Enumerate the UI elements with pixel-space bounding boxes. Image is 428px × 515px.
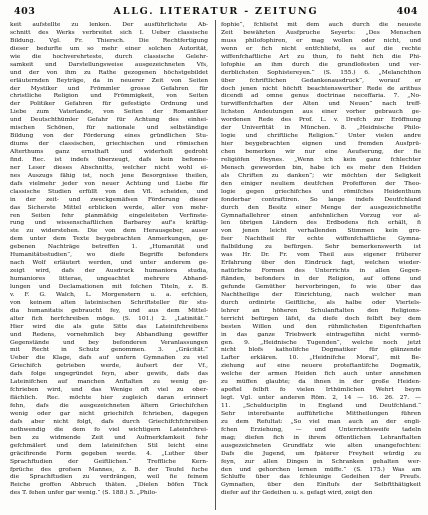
page-number-left: 403 <box>14 6 36 17</box>
text-line: dem unter dem Texte beygebrachten Anmerkungen, ge- <box>10 236 208 243</box>
text-line: legt. Vgl. unter anderen Röm. 2, 14 — 16. 26. 27. — <box>221 395 421 402</box>
text-line: dafs folge ungegründet feyn, aber gewifs, dafs das <box>10 371 208 378</box>
text-line: der Mystiker und Frömmler grosse Gefahren für <box>10 85 208 92</box>
text-line: durch ordinirte Geiftliche, als halbe oder Viertels- <box>221 299 421 306</box>
text-line: apoftel felbft fo vielen Irthümlichen Wehrt beym <box>221 387 421 394</box>
text-line: Gymnafiallehrer einen anfehnlichen Vorzug vor al- <box>221 212 421 219</box>
text-line: humaniores litterae, ungeachtet mehrere Abhand- <box>10 276 208 282</box>
text-line: dia humanitatis gebraucht fey, und aus dem Mittel- <box>10 307 208 314</box>
text-line: classische Studien erfüllt von den Vfl. scheiden, und <box>10 188 208 195</box>
text-line: lehrer an höheren Schulanftalten den Religions- <box>221 307 421 314</box>
text-line: Sprachftudien der Geiftlichen.“ Treffliche Kern- <box>10 458 208 465</box>
text-line: diums der classischen, griechischen und römischen <box>10 141 208 148</box>
text-line: das Sicherste Mittel erblicken werde, aller von mehr- <box>10 204 208 211</box>
text-line: in das ganze Triebwerk eintragefiihn nicht vermö- <box>221 331 421 338</box>
text-line: der Politiker Gefahren für gefestigte Ordnung und <box>10 101 208 108</box>
text-line: Griechifch getrieben werde, äufsert der Vf., <box>10 363 208 370</box>
text-line: gefchmälert und dem lateinifchen Stil leicht eine <box>10 442 208 449</box>
text-line: gen. 9. „Heidnische Tugenden“, welche noch jetzt <box>221 339 421 346</box>
text-line: fophie“, fchliefst mit dem auch durch die neueste <box>221 22 421 28</box>
text-line: muss philofophiren, er mag wollen oder nicht, und <box>221 37 421 44</box>
text-line: als Chriften zu danken“; wir möchten der Seligkeit <box>221 172 421 179</box>
text-line: Nachtheilige der Einrichtung, nach welcher man <box>221 291 421 298</box>
text-line: lofophie an ihm durch die grundlofesten und ver- <box>221 61 421 68</box>
running-header <box>14 4 418 20</box>
text-line: was Hr. Dr. Fr. vom Theil aus eigener früherer <box>221 252 421 259</box>
text-line: mischen Schönen, für nationale und selbständige <box>10 125 208 132</box>
text-line: dicendi ad omne genus doctrinae neceffaria. 7. „No- <box>221 93 421 100</box>
text-line: ner Leser dieses Abschnitts, welcher nicht wohl ei- <box>10 164 208 171</box>
text-line: religiöfen Heynes. „Wenn ich kein ganz fchlechter <box>221 156 421 163</box>
text-line: fprüche des grofsen Mannes, z. B. der Teufel fuche <box>10 466 208 473</box>
text-line: Lafter erklären. 10. „Heidnifche Moral“, mit Be- <box>221 355 421 362</box>
column-divider <box>215 20 216 510</box>
text-line: ausgezeichneten Grundfatz wie alten unangefochten: <box>221 442 421 449</box>
text-line: Bildung. Vgl. Fr. Thiersch. Die Rechtfertigung <box>10 37 208 44</box>
text-line: gefunde Gemüther hervorbringen, fo wie über das <box>221 283 421 290</box>
text-line: Dafs die Jugend, um fpäterer Freyheit würdig zu <box>221 450 421 457</box>
text-line: nicht blofs katholifche Dogmatiker für glänzende <box>221 347 421 354</box>
text-line: nach Wolf erläutert werden, und unter anderem ge- <box>10 260 208 267</box>
text-line: samkeit und Darstellungsweise ausgezeichneten Vfs, <box>10 61 208 68</box>
text-line: schnitt des Werks verbreitet sich I. Ueber classische <box>10 29 208 36</box>
left-text-column <box>10 22 208 498</box>
text-line: natürliche Formen des Unterrichts in allen Gegen- <box>221 268 421 275</box>
text-line: len übrigen Ländern des Erdbodens fich erhält, fi <box>221 220 421 227</box>
text-line: Erfahrung über den Eindruck fagt, welchen wieder- <box>221 260 421 267</box>
text-line: mit Recht in Schutz genommen. 3. „Gräcität.“ <box>10 347 208 354</box>
text-line: Gymnafien, über den Einflufs der Selbftthätigkeit <box>221 482 421 489</box>
text-line: Bildung von der Förderung eines gründlichen Stu- <box>10 133 208 140</box>
text-line: mag; diefen fich in ihrem öffentlichen Lehranftalten <box>221 434 421 441</box>
text-line: und der von ihm zu Rathe gezogenen höchstgebildet <box>10 69 208 76</box>
text-line: logie gegen griechifches und römifches Heidenthum <box>221 188 421 195</box>
page-number-right: 404 <box>396 6 418 17</box>
text-line: zeigt wird, dafs der Ausdruck humaniora studia, <box>10 268 208 275</box>
text-line: Zeit bewährten Ausfpruche Seyerts: „Des Menschen <box>221 29 421 36</box>
text-line: ste zu widerstehen. Die von dem Herausgeber, auser <box>10 228 208 235</box>
text-line: Mensch gewworden bin, habe ich es mehr den Heiden <box>221 164 421 171</box>
text-line: ren Seiten fehr planmäfsig eingeleiteten Verfinste- <box>10 212 208 219</box>
text-line: welche der armen Heiden fich auch unter annehmen <box>221 371 421 378</box>
text-line: find. Rec. ist indefs überzeugt, dafs kein befonne- <box>10 156 208 163</box>
text-line: fchen Erziehung, — und Unterrichtsweife tadeln <box>221 426 421 433</box>
text-line: Reiche groffen Abbruch thäten. „Dielen böfen Tück <box>10 482 208 489</box>
text-line: von jenen leicht verhallenden Stimmen kein gro- <box>221 228 421 235</box>
text-line: Sehr interefsante aufführliche Mittheilungen führen <box>221 410 421 417</box>
text-line: keit aufstellte zu lenken. Der ausführlichste Ab- <box>10 22 208 28</box>
text-line: Gegenstände und bey befonderen Veranlassungen <box>10 339 208 346</box>
text-line: fchrieben wird, und das Wenige oft viel zu ober- <box>10 387 208 394</box>
text-line: den und gehorchen lernen müffe.“ (S. 175.) Was am <box>221 466 421 473</box>
text-line: lungen und Declamationen mit folchen Titeln, z. B. <box>10 283 208 290</box>
text-line: über fchriftlichen Gedankenausdruck“, worauf er <box>221 77 421 84</box>
text-line: die Sprachftudien zu verdrängen, weil fie feinem <box>10 474 208 481</box>
text-line: Alterthums ganz ernsthaft und widerholt gedroht <box>10 149 208 155</box>
text-line: christliche Religion und Frömmigkeit, von Seiten <box>10 93 208 100</box>
text-line: Liebe zum Vaterlande, von Seiten der Romantiker <box>10 109 208 116</box>
text-line: v. F. G. Walch, L. Morgenstern u. a. erfchien, <box>10 291 208 298</box>
text-line: zu dem Refultat: „So viel man auch an der engli- <box>221 418 421 425</box>
text-line: rung und wissenschaftlichen Barbarey auf's kräftig- <box>10 220 208 227</box>
text-line: Humanitätsstudien“, wo diefe Begriffe befonders <box>10 252 208 259</box>
text-line: ftänden, befonders in der Religion, auf offene und <box>221 276 421 282</box>
text-line: dafs vielmehr jeder von neuer Achtung und Liebe für <box>10 180 208 187</box>
text-line: lichsten Andeutungen aus einer vorher gebrauch ge- <box>221 109 421 116</box>
text-line: erläuternden Beyträge, da in neuerer Zeit von Seiten <box>10 77 208 84</box>
text-line: der Univerfität in München. 8. „Heidnische Philo- <box>221 125 421 132</box>
text-line: Ueber die Klage, dafs auf unfern Gymnafien zu viel <box>10 355 208 362</box>
text-line: zu müffen glaubte; da ihnen in der große Heiden- <box>221 379 421 386</box>
text-line: nes Auszugs fähig ist, noch jene Besorgnisse theilen, <box>10 172 208 179</box>
text-line: logie und chriftliche Religion.“ Unter vielen andre <box>221 133 421 140</box>
text-line: dieser bedurfte um so mehr einer solchen Autorität, <box>10 45 208 52</box>
text-line: des T. fehen unfer gar wenig.“ (S. 188.) 5. „Philo- <box>10 490 157 497</box>
text-line: Schluffe über das fchleunige Gedeihen der Preufs. <box>221 474 421 481</box>
text-line: den einiger neuliem deutfchen Profefforen der Theo- <box>221 180 421 187</box>
text-line: chen bemerken wir nur eine Aeufserung, der fie <box>221 149 421 155</box>
text-line: wiffenfchaftliche Art zu thun, fo fieht fich die Phi- <box>221 53 421 60</box>
text-line: gebenen Nachträge betreffen 1. „Humanität und <box>10 244 208 251</box>
right-text-column <box>221 22 421 498</box>
text-line: besten Willen und den rühmlichsten Eigenfchaften <box>221 323 421 330</box>
text-line: turwiffenfchaften der Alten und Neuen“ nach treff- <box>221 101 421 108</box>
text-line: terricht befürgen läfst, da diefe doch felbft bey dem <box>221 315 421 322</box>
text-line: wenn er fich nicht entfchliefst, es auf die rechte <box>221 45 421 52</box>
text-line: flächlich. Rec. möchte hier zugleich daran erinnert <box>10 395 208 402</box>
text-line: und Deutschthümler Gefahr für Achtung des einhei- <box>10 117 208 124</box>
text-line: durch den Besitz einer Menge der ausgezeichnetfte <box>221 204 421 211</box>
text-line: gräcifirende Form gegeben werde. 4. „Luther über <box>10 450 208 457</box>
text-line: fonderbar contraftiren. So lange indefs Deutfchland <box>221 196 421 203</box>
text-line: ben zu widmende Zeit und Aufmerkfamkeit fehr <box>10 434 208 441</box>
text-line: nothwendig die dem fo viel wichtigern Lateinfchrei- <box>10 426 208 433</box>
text-line: fialbildung zu befürgen. Sehr bemerkenswerth ist <box>221 244 421 251</box>
text-line: und Redens, vornehmlich bey Abhandlung gewiffer <box>10 331 208 338</box>
text-line: Lateinifchen auf manchen Anftalten zu wenig ge- <box>10 379 208 386</box>
text-line: 11. „Schulduciplin in England und Deutfchland.“ <box>221 403 421 409</box>
text-line: doch jenen nicht höchft beachtenswerther Rede de arithus <box>221 85 421 92</box>
text-line: dafs aber nicht folgt, dafs durch Griechifchfchreiben <box>10 418 208 425</box>
text-line: ziehung auf eine neuere proteftantifche Dogmatik, <box>221 363 421 370</box>
text-line: alter fich herfchreiben möge. (S. 101.) 2. „Latinität.“ <box>10 315 208 322</box>
text-line: wie die hochverehrteste, durch classische Gelehr- <box>10 53 208 60</box>
text-line: fehn, dafs die ausgezeichneten ältern Griechifchen <box>10 403 208 409</box>
text-line: hier beygebrachten eignen und fremden Ausfprü- <box>221 141 421 148</box>
text-line: fser Nachtheil für echte wiffenfchaftliche Gymna- <box>221 236 421 243</box>
text-line: diefer auf ihr Gedeihen u. s. gefagt wird, zeigt den <box>221 490 373 497</box>
text-line: derblichsten Sophistereyen.“ (S. 155.) 6. „Melanchthon <box>221 69 421 76</box>
text-line: wenig oder gar nicht griechifch fchrieben, dagegen <box>10 410 208 417</box>
text-line: von keinem alten lateinischen Schriftsteller für stu- <box>10 299 208 306</box>
journal-title: ALLG. LITERATUR - ZEITUNG <box>113 6 319 17</box>
text-line: wordenen Rede des Prof. L. v. Drefch zur Eröffnung <box>221 117 421 124</box>
text-line: feyn, zur allen Dingen in Schranken gehalten wer- <box>221 458 421 465</box>
text-line: in der zeit- und zweckgemäfsen Förderung dieser <box>10 196 208 203</box>
text-line: Hier wird die als gute Sitte das Lateinifchreibens <box>10 323 208 330</box>
